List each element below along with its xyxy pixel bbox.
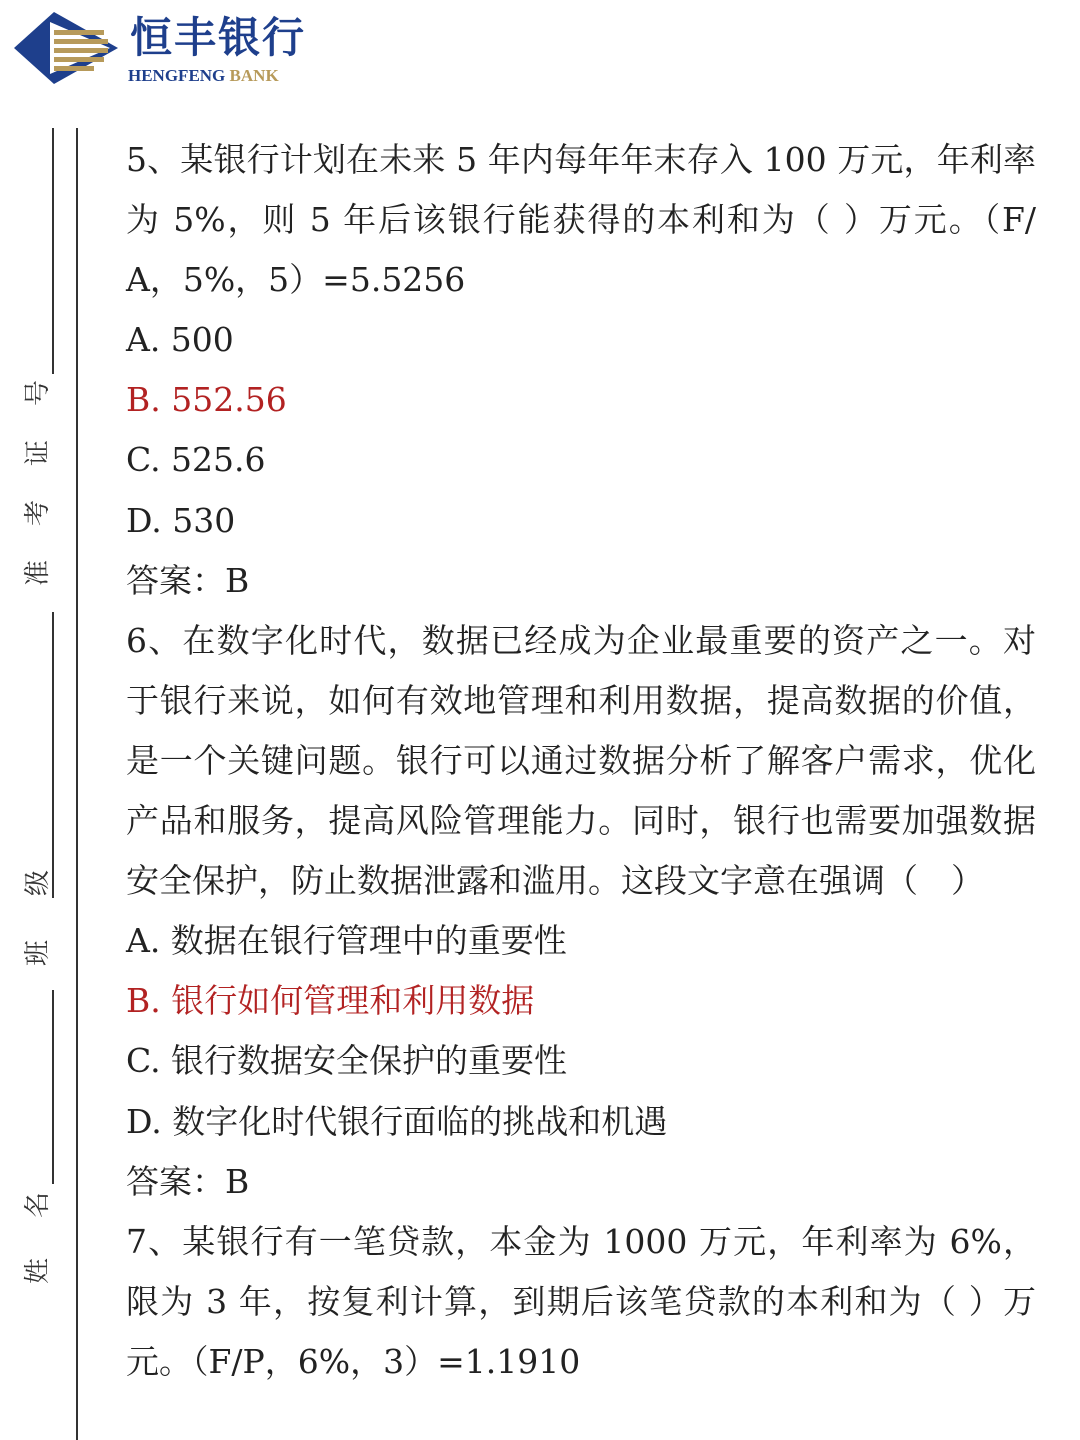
bank-name-en-main: HENGFENG: [128, 66, 226, 85]
option-a: A. 500: [126, 320, 234, 360]
question-6: [126, 611, 1036, 1212]
bank-name-cn: 恒丰银行: [130, 13, 307, 62]
question-stem-line: 是一个关键问题。银行可以通过数据分析了解客户需求，优化: [126, 740, 1036, 780]
bank-name-en-bank: BANK: [229, 66, 279, 85]
exam-id-label: [18, 378, 58, 588]
question-5: [126, 130, 1036, 611]
question-stem-line: 7、某银行有一笔贷款，本金为 1000 万元，年利率为 6%，: [126, 1221, 1036, 1261]
bank-name-en: [128, 66, 279, 86]
question-stem-line: 于银行来说，如何有效地管理和利用数据，提高数据的价值，: [126, 680, 1036, 720]
question-stem-line: 5、某银行计划在未来 5 年内每年年末存入 100 万元，年利率: [126, 140, 1036, 179]
question-stem-line: 6、在数字化时代，数据已经成为企业最重要的资产之一。对: [126, 620, 1036, 660]
class-char: 级: [22, 869, 53, 897]
diamond-logo-icon: [10, 8, 122, 88]
question-stem-line: 元。（F/P，6%，3）=1.1910: [126, 1341, 581, 1381]
question-stem-line: A，5%，5）=5.5256: [126, 260, 466, 300]
option-b-correct: B. 银行如何管理和利用数据: [126, 981, 535, 1021]
option-c: C. 银行数据安全保护的重要性: [126, 1041, 568, 1081]
answer-line: 答案：B: [126, 560, 250, 600]
name-char: 名: [22, 1191, 53, 1219]
question-content: [126, 130, 1036, 1392]
class-blank-line: [52, 612, 54, 898]
option-d: D. 530: [126, 500, 236, 540]
option-b-correct: B. 552.56: [126, 380, 287, 420]
answer-line: 答案：B: [126, 1161, 250, 1201]
class-label: [18, 868, 58, 968]
question-stem-line: 为 5%，则 5 年后该银行能获得的本利和为（ ）万元。（F/: [126, 200, 1036, 240]
question-stem-line: 限为 3 年，按复利计算，到期后该笔贷款的本利和为（ ）万: [126, 1281, 1036, 1321]
bank-logo: [10, 8, 330, 88]
question-stem-line: 产品和服务，提高风险管理能力。同时，银行也需要加强数据: [126, 801, 1036, 841]
name-label: [18, 1190, 58, 1286]
exam-id-char: 准: [22, 559, 53, 587]
exam-id-char: 证: [22, 439, 53, 467]
question-stem-line: 安全保护，防止数据泄露和滥用。这段文字意在强调（ ）: [126, 861, 984, 901]
exam-id-blank-line: [52, 128, 54, 374]
name-blank-line: [52, 990, 54, 1184]
option-c: C. 525.6: [126, 440, 266, 480]
question-7: [126, 1212, 1036, 1392]
exam-id-char: 考: [22, 499, 53, 527]
class-char: 班: [22, 939, 53, 967]
name-char: 姓: [22, 1257, 53, 1285]
option-d: D. 数字化时代银行面临的挑战和机遇: [126, 1101, 668, 1141]
exam-id-char: 号: [22, 379, 53, 407]
binding-divider-line: [76, 128, 78, 1440]
option-a: A. 数据在银行管理中的重要性: [126, 921, 567, 961]
